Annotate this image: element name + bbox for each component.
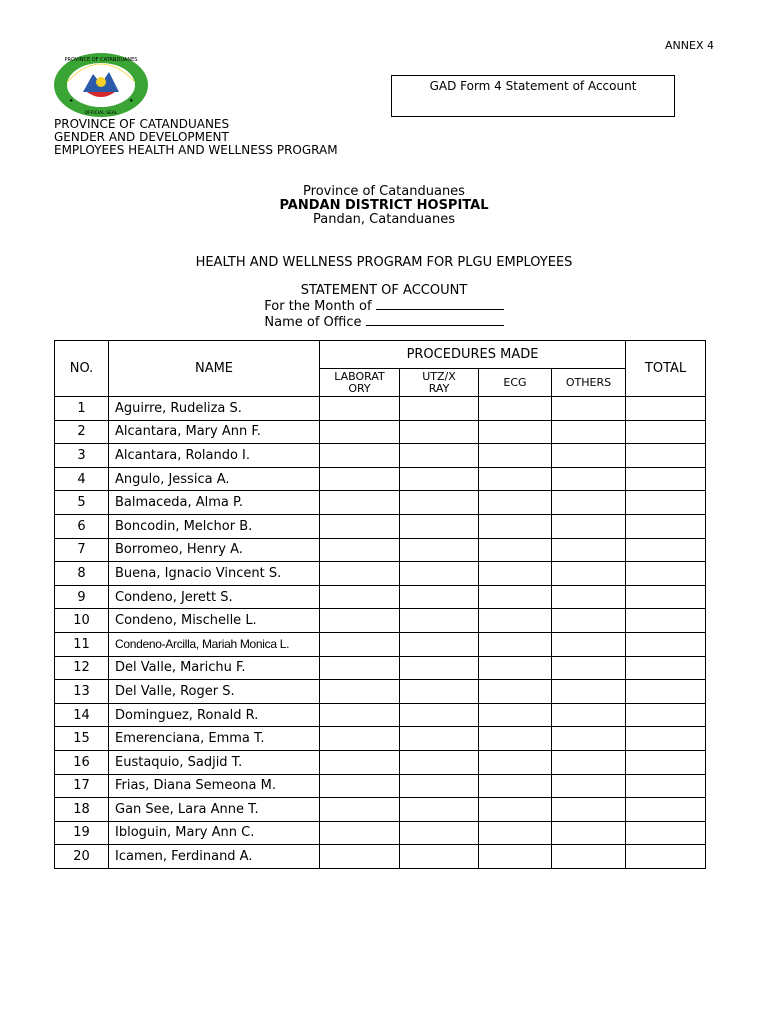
row-number: 17 — [55, 774, 109, 798]
row-number: 15 — [55, 727, 109, 751]
total-cell[interactable] — [626, 680, 706, 704]
others-cell[interactable] — [552, 656, 626, 680]
ecg-cell[interactable] — [479, 397, 552, 421]
row-number: 3 — [55, 444, 109, 468]
others-cell[interactable] — [552, 774, 626, 798]
employee-name: Condeno, Mischelle L. — [109, 609, 320, 633]
total-cell[interactable] — [626, 750, 706, 774]
row-number: 6 — [55, 514, 109, 538]
others-cell[interactable] — [552, 680, 626, 704]
ecg-cell[interactable] — [479, 609, 552, 633]
header-ecg: ECG — [479, 369, 552, 397]
month-label: For the Month of — [264, 299, 372, 314]
total-cell[interactable] — [626, 845, 706, 869]
header-name: NAME — [109, 341, 320, 397]
total-cell[interactable] — [626, 727, 706, 751]
utz-xray-cell[interactable] — [400, 491, 479, 515]
employee-name: Del Valle, Roger S. — [109, 680, 320, 704]
total-cell[interactable] — [626, 585, 706, 609]
svg-text:★: ★ — [69, 98, 74, 104]
utz-xray-cell[interactable] — [400, 632, 479, 656]
total-cell[interactable] — [626, 514, 706, 538]
employee-name: Ibloguin, Mary Ann C. — [109, 821, 320, 845]
ecg-cell[interactable] — [479, 420, 552, 444]
hospital-location: Pandan, Catanduanes — [313, 212, 455, 227]
table-row — [55, 467, 706, 491]
row-number: 18 — [55, 798, 109, 822]
others-cell[interactable] — [552, 632, 626, 656]
ecg-cell[interactable] — [479, 514, 552, 538]
employee-name: Alcantara, Rolando I. — [109, 444, 320, 468]
row-number: 19 — [55, 821, 109, 845]
ecg-cell[interactable] — [479, 774, 552, 798]
total-cell[interactable] — [626, 444, 706, 468]
office-line — [0, 314, 768, 330]
laboratory-cell[interactable] — [320, 656, 400, 680]
total-cell[interactable] — [626, 632, 706, 656]
ecg-cell[interactable] — [479, 562, 552, 586]
program-header — [54, 118, 338, 157]
laboratory-cell[interactable] — [320, 703, 400, 727]
total-cell[interactable] — [626, 656, 706, 680]
others-cell[interactable] — [552, 798, 626, 822]
svg-text:PROVINCE OF CATANDUANES: PROVINCE OF CATANDUANES — [64, 57, 138, 63]
header-utz-xray — [400, 369, 479, 397]
ecg-cell[interactable] — [479, 821, 552, 845]
svg-text:★: ★ — [129, 98, 134, 104]
others-cell[interactable] — [552, 727, 626, 751]
employee-name: Dominguez, Ronald R. — [109, 703, 320, 727]
month-blank[interactable] — [376, 298, 504, 310]
row-number: 7 — [55, 538, 109, 562]
laboratory-cell[interactable] — [320, 397, 400, 421]
table-row — [55, 538, 706, 562]
row-number: 16 — [55, 750, 109, 774]
others-cell[interactable] — [552, 609, 626, 633]
laboratory-cell[interactable] — [320, 538, 400, 562]
employee-name: Aguirre, Rudeliza S. — [109, 397, 320, 421]
laboratory-cell[interactable] — [320, 585, 400, 609]
table-row — [55, 798, 706, 822]
total-cell[interactable] — [626, 774, 706, 798]
utz-xray-cell[interactable] — [400, 397, 479, 421]
others-cell[interactable] — [552, 514, 626, 538]
header-no: NO. — [55, 341, 109, 397]
utz-xray-cell[interactable] — [400, 703, 479, 727]
hospital-name: PANDAN DISTRICT HOSPITAL — [279, 198, 489, 213]
ecg-cell[interactable] — [479, 585, 552, 609]
total-cell[interactable] — [626, 798, 706, 822]
header-line-program: EMPLOYEES HEALTH AND WELLNESS PROGRAM — [54, 143, 338, 157]
ecg-cell[interactable] — [479, 845, 552, 869]
header-laboratory-line2: ORY — [348, 381, 371, 395]
program-title: HEALTH AND WELLNESS PROGRAM FOR PLGU EMPLOYEES — [195, 255, 573, 270]
others-cell[interactable] — [552, 467, 626, 491]
table-row — [55, 703, 706, 727]
row-number: 5 — [55, 491, 109, 515]
row-number: 13 — [55, 680, 109, 704]
table-row — [55, 774, 706, 798]
laboratory-cell[interactable] — [320, 798, 400, 822]
ecg-cell[interactable] — [479, 680, 552, 704]
employee-name: Buena, Ignacio Vincent S. — [109, 562, 320, 586]
ecg-cell[interactable] — [479, 491, 552, 515]
employee-name: Alcantara, Mary Ann F. — [109, 420, 320, 444]
others-cell[interactable] — [552, 750, 626, 774]
laboratory-cell[interactable] — [320, 609, 400, 633]
row-number: 8 — [55, 562, 109, 586]
row-number: 1 — [55, 397, 109, 421]
gad-form-label: GAD Form 4 Statement of Account — [429, 79, 637, 93]
others-cell[interactable] — [552, 538, 626, 562]
gad-form-box — [391, 75, 675, 117]
utz-xray-cell[interactable] — [400, 845, 479, 869]
utz-xray-cell[interactable] — [400, 750, 479, 774]
header-laboratory-line1: LABORAT — [334, 369, 385, 383]
ecg-cell[interactable] — [479, 656, 552, 680]
ecg-cell[interactable] — [479, 444, 552, 468]
table-row — [55, 656, 706, 680]
employee-name: Borromeo, Henry A. — [109, 538, 320, 562]
table-row — [55, 750, 706, 774]
employee-name: Emerenciana, Emma T. — [109, 727, 320, 751]
table-row — [55, 562, 706, 586]
table-row — [55, 420, 706, 444]
ecg-cell[interactable] — [479, 703, 552, 727]
ecg-cell[interactable] — [479, 632, 552, 656]
laboratory-cell[interactable] — [320, 821, 400, 845]
laboratory-cell[interactable] — [320, 562, 400, 586]
employee-name: Gan See, Lara Anne T. — [109, 798, 320, 822]
header-procedures: PROCEDURES MADE — [320, 341, 626, 369]
office-blank[interactable] — [366, 314, 504, 326]
utz-xray-cell[interactable] — [400, 562, 479, 586]
total-cell[interactable] — [626, 467, 706, 491]
header-laboratory — [320, 369, 400, 397]
others-cell[interactable] — [552, 845, 626, 869]
utz-xray-cell[interactable] — [400, 420, 479, 444]
laboratory-cell[interactable] — [320, 750, 400, 774]
statement-heading — [0, 284, 768, 330]
utz-xray-cell[interactable] — [400, 444, 479, 468]
header-utz-line1: UTZ/X — [422, 369, 456, 383]
total-cell[interactable] — [626, 538, 706, 562]
ecg-cell[interactable] — [479, 727, 552, 751]
employee-name: Balmaceda, Alma P. — [109, 491, 320, 515]
utz-xray-cell[interactable] — [400, 727, 479, 751]
header-total: TOTAL — [626, 341, 706, 397]
provincial-seal-logo — [53, 52, 149, 118]
row-number: 14 — [55, 703, 109, 727]
table-row — [55, 845, 706, 869]
utz-xray-cell[interactable] — [400, 514, 479, 538]
laboratory-cell[interactable] — [320, 727, 400, 751]
row-number: 12 — [55, 656, 109, 680]
total-cell[interactable] — [626, 562, 706, 586]
laboratory-cell[interactable] — [320, 467, 400, 491]
utz-xray-cell[interactable] — [400, 774, 479, 798]
employee-name: Condeno-Arcilla, Mariah Monica L. — [109, 632, 320, 656]
header-utz-line2: RAY — [428, 381, 450, 395]
laboratory-cell[interactable] — [320, 420, 400, 444]
utz-xray-cell[interactable] — [400, 585, 479, 609]
table-row — [55, 444, 706, 468]
ecg-cell[interactable] — [479, 798, 552, 822]
office-label: Name of Office — [264, 315, 362, 330]
others-cell[interactable] — [552, 397, 626, 421]
table-row — [55, 821, 706, 845]
hospital-province: Province of Catanduanes — [303, 184, 465, 199]
total-cell[interactable] — [626, 491, 706, 515]
others-cell[interactable] — [552, 420, 626, 444]
employee-name: Boncodin, Melchor B. — [109, 514, 320, 538]
row-number: 20 — [55, 845, 109, 869]
total-cell[interactable] — [626, 703, 706, 727]
table-row — [55, 585, 706, 609]
annex-label: ANNEX 4 — [665, 39, 714, 52]
header-others: OTHERS — [552, 369, 626, 397]
table-row — [55, 727, 706, 751]
table-row — [55, 491, 706, 515]
ecg-cell[interactable] — [479, 538, 552, 562]
table-body — [55, 397, 706, 869]
table-row — [55, 680, 706, 704]
row-number: 10 — [55, 609, 109, 633]
employee-name: Frias, Diana Semeona M. — [109, 774, 320, 798]
others-cell[interactable] — [552, 562, 626, 586]
employee-name: Del Valle, Marichu F. — [109, 656, 320, 680]
ecg-cell[interactable] — [479, 467, 552, 491]
utz-xray-cell[interactable] — [400, 798, 479, 822]
laboratory-cell[interactable] — [320, 774, 400, 798]
utz-xray-cell[interactable] — [400, 821, 479, 845]
utz-xray-cell[interactable] — [400, 656, 479, 680]
total-cell[interactable] — [626, 420, 706, 444]
month-line — [0, 298, 768, 314]
statement-title: STATEMENT OF ACCOUNT — [300, 283, 468, 298]
others-cell[interactable] — [552, 585, 626, 609]
laboratory-cell[interactable] — [320, 845, 400, 869]
statement-table — [54, 340, 706, 869]
ecg-cell[interactable] — [479, 750, 552, 774]
row-number: 2 — [55, 420, 109, 444]
utz-xray-cell[interactable] — [400, 467, 479, 491]
employee-name: Eustaquio, Sadjid T. — [109, 750, 320, 774]
table-row — [55, 632, 706, 656]
total-cell[interactable] — [626, 821, 706, 845]
header-line-province: PROVINCE OF CATANDUANES — [54, 117, 230, 131]
total-cell[interactable] — [626, 397, 706, 421]
total-cell[interactable] — [626, 609, 706, 633]
table-row — [55, 514, 706, 538]
utz-xray-cell[interactable] — [400, 609, 479, 633]
laboratory-cell[interactable] — [320, 514, 400, 538]
others-cell[interactable] — [552, 821, 626, 845]
table-row — [55, 609, 706, 633]
others-cell[interactable] — [552, 491, 626, 515]
row-number: 9 — [55, 585, 109, 609]
employee-name: Angulo, Jessica A. — [109, 467, 320, 491]
others-cell[interactable] — [552, 703, 626, 727]
employee-name: Condeno, Jerett S. — [109, 585, 320, 609]
table-row — [55, 397, 706, 421]
employee-name: Icamen, Ferdinand A. — [109, 845, 320, 869]
hospital-heading — [0, 185, 768, 227]
utz-xray-cell[interactable] — [400, 538, 479, 562]
laboratory-cell[interactable] — [320, 632, 400, 656]
utz-xray-cell[interactable] — [400, 680, 479, 704]
others-cell[interactable] — [552, 444, 626, 468]
laboratory-cell[interactable] — [320, 680, 400, 704]
laboratory-cell[interactable] — [320, 491, 400, 515]
header-line-gad: GENDER AND DEVELOPMENT — [54, 130, 229, 144]
row-number: 4 — [55, 467, 109, 491]
svg-text:OFFICIAL SEAL: OFFICIAL SEAL — [84, 111, 118, 116]
laboratory-cell[interactable] — [320, 444, 400, 468]
row-number: 11 — [55, 632, 109, 656]
